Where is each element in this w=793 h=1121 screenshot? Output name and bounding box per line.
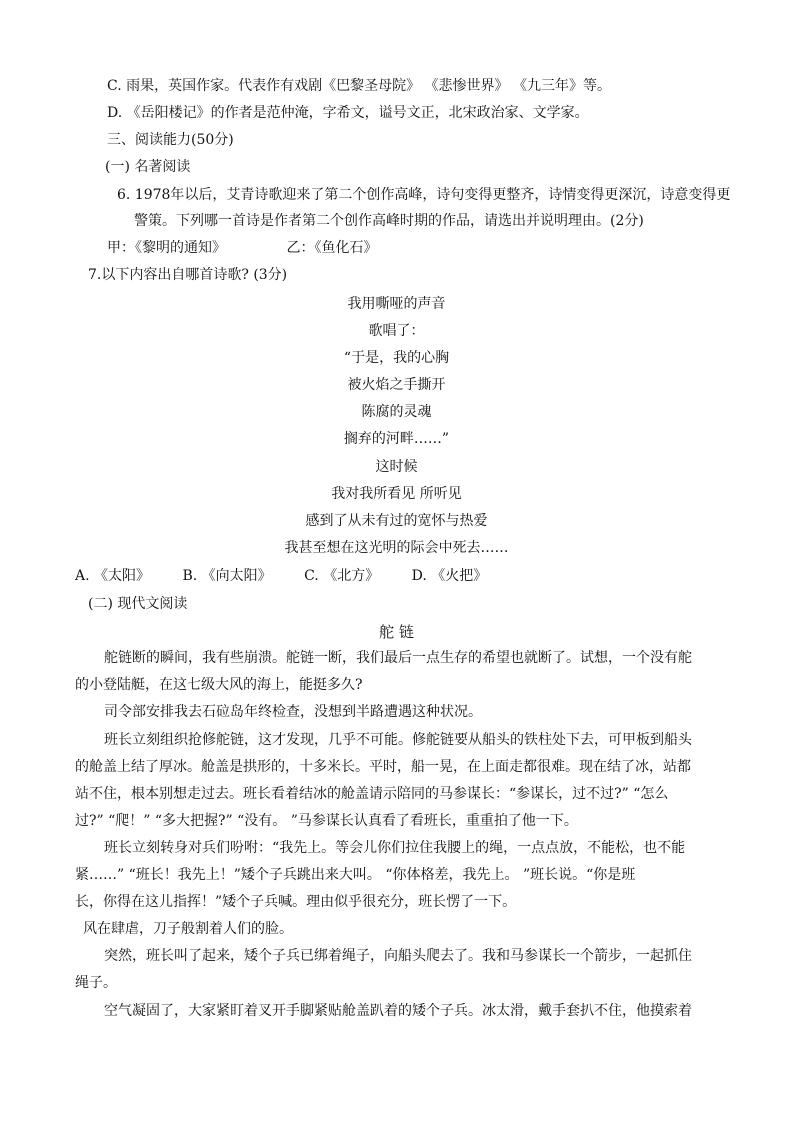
question-6-line-2: 警策。下列哪一首诗是作者第二个创作高峰时期的作品，请选出并说明理由。(2分) xyxy=(134,213,644,229)
poem-line: 歌唱了： xyxy=(368,323,425,339)
paragraph-line: 长，你得在这儿指挥！”矮个子兵喊。理由似乎很充分，班长愣了一下。 xyxy=(75,894,517,910)
paragraph-line: 空气凝固了，大家紧盯着叉开手脚紧贴舱盖趴着的矮个子兵。冰太滑，戴手套扒不住，他摸索着 xyxy=(104,1003,692,1019)
paragraph-line: 站不住，根本别想走过去。班长看着结冰的舱盖请示陪同的马参谋长：“参谋长，过不过?” “怎么 xyxy=(75,786,669,802)
paragraph-line: 绳子。 xyxy=(75,975,117,991)
poem-line: 这时候 xyxy=(375,459,418,475)
poem-line: 搁弃的河畔……” xyxy=(343,431,450,447)
subsection-heading-2: (二) 现代文阅读 xyxy=(88,596,188,612)
question-6-options: 甲：《黎明的通知》 乙：《鱼化石》 xyxy=(107,240,378,256)
question-7: 7.以下内容出自哪首诗歌? (3分) xyxy=(88,267,288,283)
paragraph-line: 舵链断的瞬间，我有些崩溃。舵链一断，我们最后一点生存的希望也就断了。试想，一个没有舵 xyxy=(104,650,692,666)
poem-line: “于是，我的心胸 xyxy=(343,350,450,366)
paragraph-line: 突然，班长叫了起来，矮个子兵已绑着绳子，向船头爬去了。我和马参谋长一个箭步，一起抓住 xyxy=(104,948,692,964)
poem-line: 我用嘶哑的声音 xyxy=(347,296,446,312)
paragraph-line: 班长立刻组织抢修舵链，这才发现，几乎不可能。修舵链要从船头的铁柱处下去，可甲板到船头 xyxy=(104,732,692,748)
poem-line: 我对我所看见 所听见 xyxy=(331,486,462,502)
section-heading: 三、阅读能力(50分) xyxy=(107,132,234,148)
paragraph-line: 司令部安排我去石砬岛年终检查，没想到半路遭遇这种状况。 xyxy=(104,704,482,720)
question-6-line-1: 6. 1978年以后，艾青诗歌迎来了第二个创作高峰，诗句变得更整齐，诗情变得更深沉，诗意变得更 xyxy=(117,187,731,203)
paragraph-line: 风在肆虐，刀子般割着人们的脸。 xyxy=(83,921,293,937)
line-option-d: D. 《岳阳楼记》的作者是范仲淹，字希文，谥号文正，北宋政治家、文学家。 xyxy=(107,105,589,121)
poem-line: 被火焰之手撕开 xyxy=(347,377,446,393)
article-title: 舵 链 xyxy=(379,623,414,641)
paragraph-line: 的小登陆艇，在这七级大风的海上，能挺多久? xyxy=(75,677,363,693)
question-7-options: A. 《太阳》 B. 《向太阳》 C. 《北方》 D. 《火把》 xyxy=(75,568,488,584)
paragraph-line: 紧……” “班长！我先上！”矮个子兵跳出来大叫。 “你体格差，我先上。 ”班长说。“你是班 xyxy=(75,867,636,883)
paragraph-line: 班长立刻转身对兵们吩咐：“我先上。等会儿你们拉住我腰上的绳，一点点放，不能松，也不能 xyxy=(104,840,686,856)
poem-line: 我甚至想在这光明的际会中死去…… xyxy=(284,540,509,556)
subsection-heading-1: (一) 名著阅读 xyxy=(105,159,191,175)
paragraph-line: 的舱盖上结了厚冰。舱盖是拱形的，十多米长。平时，船一晃，在上面走都很难。现在结了冰，站都 xyxy=(75,759,691,775)
poem-line: 陈腐的灵魂 xyxy=(361,404,432,420)
line-option-c: C. 雨果，英国作家。代表作有戏剧《巴黎圣母院》 《悲惨世界》 《九三年》等。 xyxy=(107,78,612,94)
paragraph-line: 过?” “爬！” “多大把握?” “没有。 ”马参谋长认真看了看班长，重重拍了他一下。 xyxy=(75,813,578,829)
poem-line: 感到了从未有过的宽怀与热爱 xyxy=(305,513,488,529)
